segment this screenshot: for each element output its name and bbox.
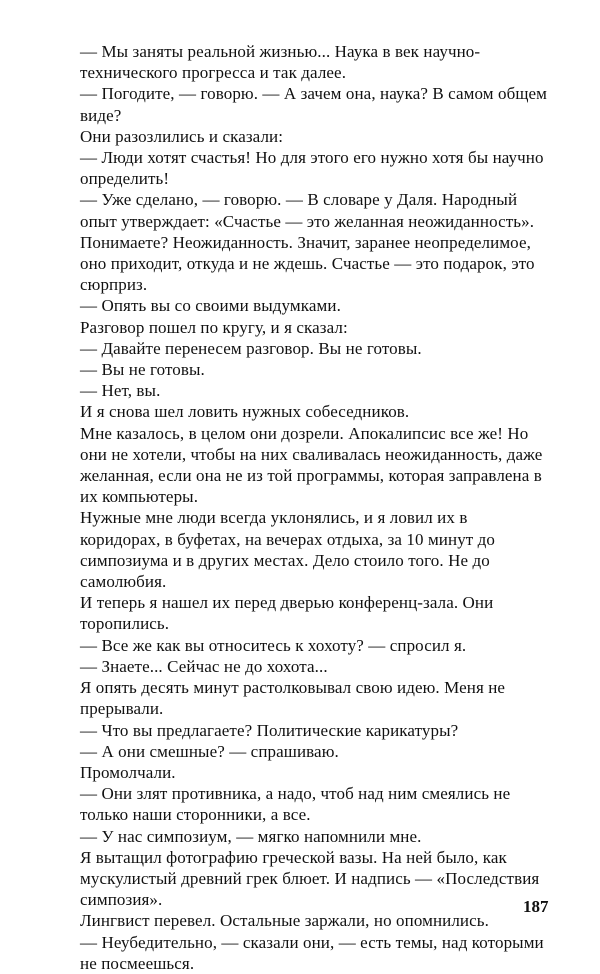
paragraph: — У нас симпозиум, — мягко напомнили мне.	[80, 826, 422, 846]
paragraph: — Погодите, — говорю. — А зачем она, наука? В самом общем виде?	[80, 84, 548, 125]
paragraph: Я вытащил фотографию греческой вазы. На ней было, как мускулистый древний грек блюет. И надпись — «Последствия симпозия».	[80, 847, 540, 910]
paragraph: — Мы заняты реальной жизнью... Наука в век научно-технического прогресса и так далее.	[80, 42, 481, 83]
paragraph: Мне казалось, в целом они дозрели. Апокалипсис все же! Но они не хотели, чтобы на них сваливалась неожиданность, даже желанная, если она не из той программы, которая заправлена в их компьютеры.	[80, 423, 543, 507]
paragraph: Я опять десять минут растолковывал свою идею. Меня не прерывали.	[80, 678, 506, 719]
paragraph: — А они смешные? — спрашиваю.	[80, 741, 339, 761]
paragraph: — Вы не готовы.	[80, 360, 205, 380]
paragraph: — Знаете... Сейчас не до хохота...	[80, 656, 328, 676]
paragraph: — Что вы предлагаете? Политические карикатуры?	[80, 720, 459, 740]
paragraph: — Нет, вы.	[80, 381, 161, 401]
page-number: 187	[523, 897, 549, 916]
paragraph: — Давайте перенесем разговор. Вы не готовы.	[80, 338, 422, 358]
paragraph: Разговор пошел по кругу, и я сказал:	[80, 317, 348, 337]
paragraph: Нужные мне люди всегда уклонялись, и я ловил их в коридорах, в буфетах, на вечерах отдыха, за 10 минут до симпозиума и в других местах. Дело стоило того. Не до самолюбия.	[80, 508, 496, 592]
paragraph: И я снова шел ловить нужных собеседников.	[80, 402, 410, 422]
paragraph: — Все же как вы относитесь к хохоту? — спросил я.	[80, 635, 467, 655]
paragraph: Промолчали.	[80, 762, 176, 782]
paragraph: Лингвист перевел. Остальные заржали, но опомнились.	[80, 911, 489, 931]
page-text	[80, 41, 550, 974]
paragraph: — Опять вы со своими выдумками.	[80, 296, 341, 316]
paragraph: — Уже сделано, — говорю. — В словаре у Даля. Народный опыт утверждает: «Счастье — это желанная неожиданность». Понимаете? Неожиданность. Значит, заранее неопределимое, оно приходит, откуда и не ждешь. Счастье — это подарок, это сюрприз.	[80, 190, 535, 295]
paragraph: — Они злят противника, а надо, чтоб над ним смеялись не только наши сторонники, а все.	[80, 784, 511, 825]
paragraph: — Люди хотят счастья! Но для этого его нужно хотя бы научно определить!	[80, 148, 544, 189]
paragraph: И теперь я нашел их перед дверью конференц-зала. Они торопились.	[80, 593, 494, 634]
paragraph: Они разозлились и сказали:	[80, 126, 284, 146]
paragraph: — Неубедительно, — сказали они, — есть темы, над которыми не посмеешься.	[80, 932, 544, 973]
